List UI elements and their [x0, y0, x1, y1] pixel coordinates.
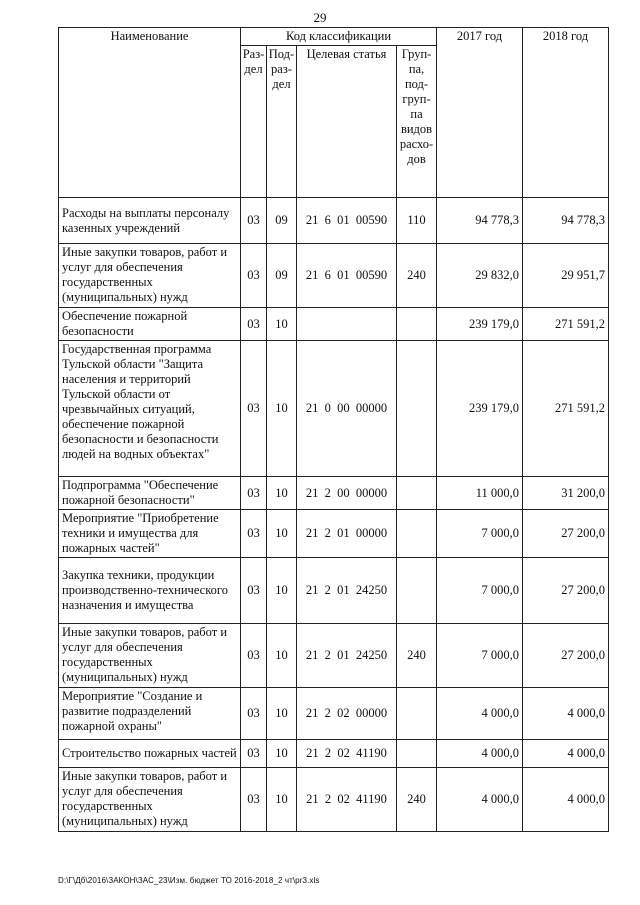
row-2018: 4 000,0 [523, 768, 609, 832]
table-row [59, 308, 609, 341]
row-2017: 7 000,0 [437, 624, 523, 688]
row-subsection: 10 [267, 341, 297, 477]
header-target-article: Целевая статья [297, 46, 397, 198]
table-row [59, 198, 609, 244]
row-section: 03 [241, 740, 267, 768]
row-2017: 7 000,0 [437, 558, 523, 624]
row-article: 21 2 01 00000 [297, 510, 397, 558]
row-group [397, 341, 437, 477]
row-name: Мероприятие "Приобретение техники и имущества для пожарных частей" [59, 510, 241, 558]
row-name: Иные закупки товаров, работ и услуг для обеспечения государственных (муниципальных) нужд [59, 244, 241, 308]
page-number: 29 [313, 10, 327, 25]
table-row [59, 624, 609, 688]
row-subsection: 10 [267, 688, 297, 740]
row-article: 21 2 02 00000 [297, 688, 397, 740]
row-section: 03 [241, 341, 267, 477]
table-row [59, 341, 609, 477]
row-section: 03 [241, 244, 267, 308]
row-2017: 239 179,0 [437, 308, 523, 341]
header-name: Наименование [59, 28, 241, 198]
table-row [59, 768, 609, 832]
header-section: Раз- дел [241, 46, 267, 198]
row-article: 21 6 01 00590 [297, 244, 397, 308]
row-2018: 4 000,0 [523, 688, 609, 740]
row-2017: 4 000,0 [437, 740, 523, 768]
row-section: 03 [241, 558, 267, 624]
row-subsection: 10 [267, 510, 297, 558]
table-row [59, 510, 609, 558]
row-2017: 7 000,0 [437, 510, 523, 558]
row-name: Строительство пожарных частей [59, 740, 241, 768]
row-name: Закупка техники, продукции производственно-технического назначения и имущества [59, 558, 241, 624]
budget-table [58, 27, 609, 832]
row-group [397, 308, 437, 341]
row-2017: 94 778,3 [437, 198, 523, 244]
row-2018: 271 591,2 [523, 308, 609, 341]
row-group [397, 688, 437, 740]
table-row [59, 244, 609, 308]
row-article: 21 2 01 24250 [297, 624, 397, 688]
row-article: 21 6 01 00590 [297, 198, 397, 244]
row-2018: 271 591,2 [523, 341, 609, 477]
row-name: Иные закупки товаров, работ и услуг для обеспечения государственных (муниципальных) нужд [59, 768, 241, 832]
row-name: Расходы на выплаты персоналу казенных учреждений [59, 198, 241, 244]
row-section: 03 [241, 198, 267, 244]
row-subsection: 10 [267, 740, 297, 768]
row-subsection: 09 [267, 244, 297, 308]
row-subsection: 09 [267, 198, 297, 244]
row-2018: 31 200,0 [523, 477, 609, 510]
row-2017: 11 000,0 [437, 477, 523, 510]
row-section: 03 [241, 477, 267, 510]
header-2017: 2017 год [437, 28, 523, 198]
footer-file-path: D:\Г\Дб\2016\ЗАКОН\ЗАС_23\Изм. бюджет ТО 2016-2018_2 чт\pr3.xls [58, 876, 320, 885]
row-2018: 27 200,0 [523, 624, 609, 688]
row-subsection: 10 [267, 558, 297, 624]
row-2018: 94 778,3 [523, 198, 609, 244]
row-name: Иные закупки товаров, работ и услуг для обеспечения государственных (муниципальных) нужд [59, 624, 241, 688]
row-2017: 29 832,0 [437, 244, 523, 308]
table-body [59, 198, 609, 832]
row-2018: 4 000,0 [523, 740, 609, 768]
row-2017: 4 000,0 [437, 768, 523, 832]
row-subsection: 10 [267, 768, 297, 832]
row-subsection: 10 [267, 477, 297, 510]
header-subsection: Под- раз- дел [267, 46, 297, 198]
row-group: 240 [397, 624, 437, 688]
row-group [397, 558, 437, 624]
row-article: 21 2 02 41190 [297, 740, 397, 768]
row-name: Подпрограмма "Обеспечение пожарной безопасности" [59, 477, 241, 510]
row-group: 240 [397, 244, 437, 308]
row-group [397, 477, 437, 510]
header-expense-group: Груп- па, под- груп- па видов расхо- дов [397, 46, 437, 198]
row-group: 240 [397, 768, 437, 832]
header-code-group: Код классификации [241, 28, 437, 46]
table-row [59, 740, 609, 768]
row-group [397, 740, 437, 768]
header-row-top [59, 28, 609, 46]
row-name: Государственная программа Тульской области "Защита населения и территорий Тульской области от чрезвычайных ситуаций, обеспечение пожарной безопасности и безопасности людей на водных объектах" [59, 341, 241, 477]
row-subsection: 10 [267, 308, 297, 341]
table-row [59, 477, 609, 510]
row-2017: 4 000,0 [437, 688, 523, 740]
row-section: 03 [241, 688, 267, 740]
row-article [297, 308, 397, 341]
row-article: 21 2 01 24250 [297, 558, 397, 624]
row-section: 03 [241, 768, 267, 832]
row-article: 21 0 00 00000 [297, 341, 397, 477]
row-2018: 29 951,7 [523, 244, 609, 308]
row-2018: 27 200,0 [523, 558, 609, 624]
header-2018: 2018 год [523, 28, 609, 198]
row-article: 21 2 00 00000 [297, 477, 397, 510]
row-name: Мероприятие "Создание и развитие подразделений пожарной охраны" [59, 688, 241, 740]
row-2018: 27 200,0 [523, 510, 609, 558]
row-group: 110 [397, 198, 437, 244]
row-section: 03 [241, 624, 267, 688]
row-subsection: 10 [267, 624, 297, 688]
table-row [59, 688, 609, 740]
table-row [59, 558, 609, 624]
row-name: Обеспечение пожарной безопасности [59, 308, 241, 341]
row-section: 03 [241, 308, 267, 341]
row-section: 03 [241, 510, 267, 558]
row-2017: 239 179,0 [437, 341, 523, 477]
row-article: 21 2 02 41190 [297, 768, 397, 832]
row-group [397, 510, 437, 558]
